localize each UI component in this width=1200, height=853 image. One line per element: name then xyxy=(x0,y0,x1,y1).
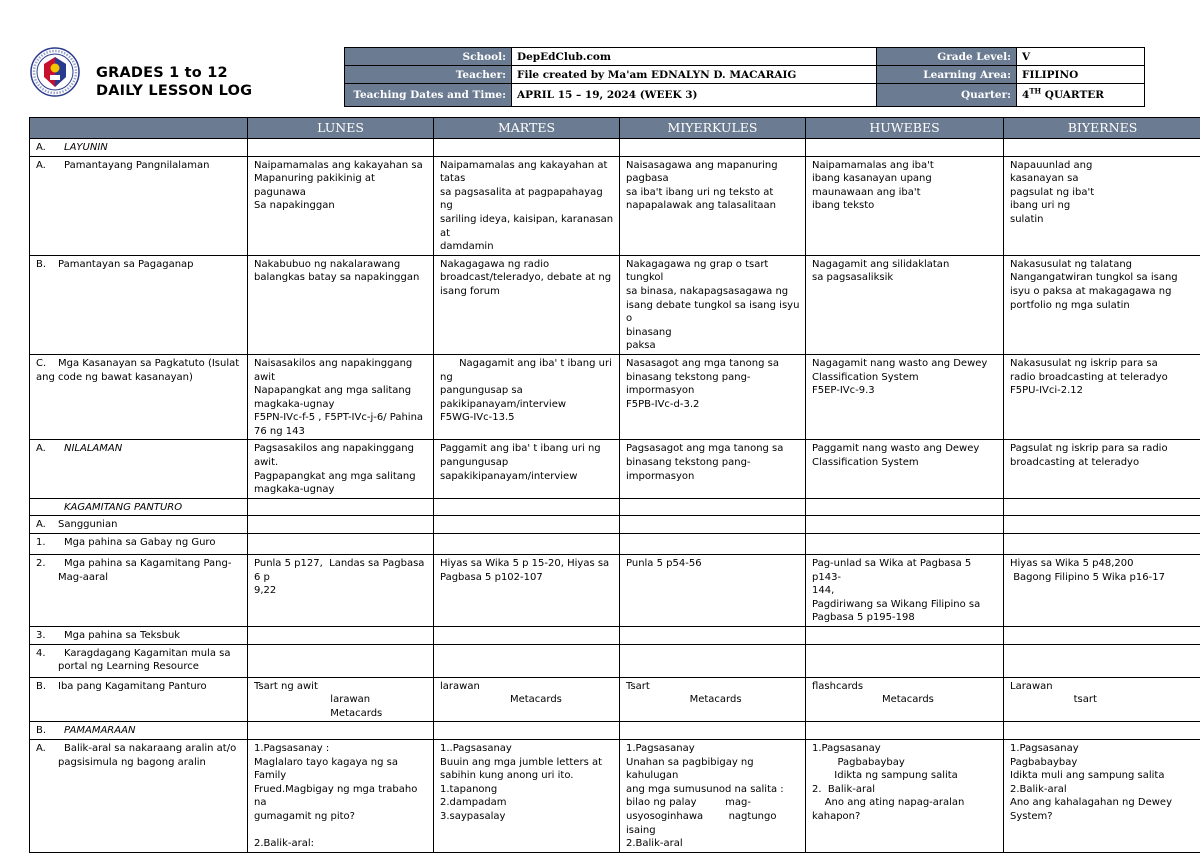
quarter-suffix: TH xyxy=(1029,87,1041,96)
row-label-cell xyxy=(30,739,248,852)
lesson-cell-huwebes: Naipamamalas ang iba't ibang kasanayan upang maunawaan ang iba't ibang teksto xyxy=(806,156,1004,255)
row-label-cell xyxy=(30,156,248,255)
lesson-cell-miyerkules xyxy=(620,534,806,555)
row-label: Mga Kasanayan sa Pagkatuto (Isulat ang code ng bawat kasanayan) xyxy=(36,358,239,383)
row-label-cell xyxy=(30,555,248,627)
lesson-cell-huwebes: flashcards Metacards xyxy=(806,677,1004,722)
lesson-cell-lunes xyxy=(248,644,434,677)
lesson-cell-huwebes xyxy=(806,722,1004,740)
lesson-cell-lunes: 1.Pagsasanay : Maglalaro tayo kagaya ng sa Family Frued.Magbigay ng mga trabaho na gumagamit ng pito? 2.Balik-aral: xyxy=(248,739,434,852)
table-row xyxy=(30,156,1200,255)
lesson-cell-huwebes xyxy=(806,534,1004,555)
row-label: Mga pahina sa Kagamitang Pang-Mag-aaral xyxy=(58,558,231,583)
row-marker: 4. xyxy=(36,647,64,661)
lesson-cell-miyerkules xyxy=(620,498,806,516)
lesson-cell-miyerkules: Tsart Metacards xyxy=(620,677,806,722)
table-row xyxy=(30,555,1200,627)
row-marker: B. xyxy=(36,680,58,694)
lesson-cell-miyerkules: 1.Pagsasanay Unahan sa pagbibigay ng kahulugan ang mga sumusunod na salita : bilao ng palay mag- usyosoginhawa nagtungo isaing 2.Balik-aral xyxy=(620,739,806,852)
lesson-cell-lunes: Punla 5 p127, Landas sa Pagbasa 6 p 9,22 xyxy=(248,555,434,627)
lesson-cell-martes xyxy=(434,498,620,516)
table-row xyxy=(30,534,1200,555)
lesson-cell-lunes: Pagsasakilos ang napakinggang awit. Pagpapangkat ang mga salitang magkaka-ugnay xyxy=(248,440,434,498)
lesson-cell-huwebes: Pag-unlad sa Wika at Pagbasa 5 p143- 144, Pagdiriwang sa Wikang Filipino sa Pagbasa 5 p195-198 xyxy=(806,555,1004,627)
day-header-biyernes: BIYERNES xyxy=(1004,118,1200,139)
lesson-cell-miyerkules xyxy=(620,644,806,677)
lesson-cell-biyernes: Nakasusulat ng talatang Nangangatwiran tungkol sa isang isyu o paksa at makagagawa ng portfolio ng mga sulatin xyxy=(1004,255,1200,354)
row-marker: A. xyxy=(36,518,58,532)
table-row xyxy=(30,139,1200,157)
table-row xyxy=(30,516,1200,534)
table-row xyxy=(30,644,1200,677)
lesson-grid-body xyxy=(30,139,1200,853)
row-label: Sanggunian xyxy=(58,519,117,530)
lesson-cell-biyernes xyxy=(1004,534,1200,555)
lesson-cell-lunes xyxy=(248,627,434,645)
header-info-table xyxy=(344,47,1145,107)
row-label-cell xyxy=(30,440,248,498)
lesson-cell-biyernes xyxy=(1004,644,1200,677)
table-row xyxy=(30,440,1200,498)
deped-seal-icon xyxy=(30,47,80,97)
lesson-cell-martes: Naipamamalas ang kakayahan at tatas sa pagsasalita at pagpapahayag ng sariling ideya, kaisipan, karanasan at damdamin xyxy=(434,156,620,255)
lesson-cell-miyerkules: Nakagagawa ng grap o tsart tungkol sa binasa, nakapagsasagawa ng isang debate tungkol sa isang isyu o binasang paksa xyxy=(620,255,806,354)
lesson-cell-lunes: Tsart ng awit larawan Metacards xyxy=(248,677,434,722)
lesson-cell-biyernes: Napauunlad ang kasanayan sa pagsulat ng iba't ibang uri ng sulatin xyxy=(1004,156,1200,255)
lesson-cell-martes xyxy=(434,534,620,555)
lesson-cell-huwebes xyxy=(806,516,1004,534)
grade-label: Grade Level: xyxy=(877,48,1017,66)
area-value: FILIPINO xyxy=(1017,66,1145,84)
day-header-lunes: LUNES xyxy=(248,118,434,139)
row-label-cell xyxy=(30,627,248,645)
table-row xyxy=(30,722,1200,740)
row-label-cell xyxy=(30,722,248,740)
lesson-cell-martes: Nagagamit ang iba' t ibang uri ng pangungusap sa pakikipanayam/interview F5WG-IVc-13.5 xyxy=(434,354,620,440)
row-label-cell xyxy=(30,139,248,157)
row-label-cell xyxy=(30,644,248,677)
title-line-2: DAILY LESSON LOG xyxy=(96,82,252,100)
lesson-cell-martes: Nakagagawa ng radio broadcast/teleradyo, debate at ng isang forum xyxy=(434,255,620,354)
lesson-cell-biyernes: 1.Pagsasanay Pagbabaybay Idikta muli ang sampung salita 2.Balik-aral Ano ang kahalagahan ng Dewey System? xyxy=(1004,739,1200,852)
lesson-cell-miyerkules xyxy=(620,627,806,645)
row-label: Mga pahina sa Teksbuk xyxy=(64,630,180,641)
lesson-cell-huwebes: 1.Pagsasanay Pagbabaybay Idikta ng sampung salita 2. Balik-aral Ano ang ating napag-aralan kahapon? xyxy=(806,739,1004,852)
row-label-cell xyxy=(30,534,248,555)
row-label: NILALAMAN xyxy=(64,443,122,454)
row-marker: 2. xyxy=(36,557,64,571)
lesson-cell-biyernes xyxy=(1004,498,1200,516)
table-row xyxy=(30,354,1200,440)
lesson-cell-martes xyxy=(434,722,620,740)
lesson-cell-martes: larawan Metacards xyxy=(434,677,620,722)
day-header-huwebes: HUWEBES xyxy=(806,118,1004,139)
table-row xyxy=(30,255,1200,354)
lesson-cell-huwebes: Nagagamit nang wasto ang Dewey Classification System F5EP-IVc-9.3 xyxy=(806,354,1004,440)
lesson-cell-martes xyxy=(434,627,620,645)
title-line-1: GRADES 1 to 12 xyxy=(96,64,252,82)
lesson-cell-lunes: Naipamamalas ang kakayahan sa Mapanuring pakikinig at pagunawa Sa napakinggan xyxy=(248,156,434,255)
lesson-cell-lunes: Naisasakilos ang napakinggang awit Napapangkat ang mga salitang magkaka-ugnay F5PN-IVc-f-5 , F5PT-IVc-j-6/ Pahina 76 ng 143 xyxy=(248,354,434,440)
lesson-cell-huwebes xyxy=(806,627,1004,645)
row-label: LAYUNIN xyxy=(64,142,108,153)
lesson-cell-huwebes: Paggamit nang wasto ang Dewey Classification System xyxy=(806,440,1004,498)
lesson-cell-lunes xyxy=(248,722,434,740)
lesson-cell-miyerkules: Pagsasagot ang mga tanong sa binasang tekstong pang- impormasyon xyxy=(620,440,806,498)
lesson-cell-biyernes xyxy=(1004,139,1200,157)
row-label: Pamantayang Pangnilalaman xyxy=(64,160,209,171)
lesson-cell-biyernes: Nakasusulat ng iskrip para sa radio broadcasting at teleradyo F5PU-IVci-2.12 xyxy=(1004,354,1200,440)
day-header-row xyxy=(30,118,1200,139)
lesson-cell-miyerkules xyxy=(620,722,806,740)
row-marker: 1. xyxy=(36,536,64,550)
row-label: Karagdagang Kagamitan mula sa portal ng Learning Resource xyxy=(58,648,230,673)
lesson-cell-miyerkules: Naisasagawa ang mapanuring pagbasa sa iba't ibang uri ng teksto at napapalawak ang talasalitaan xyxy=(620,156,806,255)
lesson-cell-biyernes: Hiyas sa Wika 5 p48,200 Bagong Filipino 5 Wika p16-17 xyxy=(1004,555,1200,627)
table-row xyxy=(30,677,1200,722)
row-label-cell xyxy=(30,354,248,440)
lesson-cell-huwebes xyxy=(806,498,1004,516)
table-row xyxy=(30,498,1200,516)
quarter-number: 4 xyxy=(1022,89,1029,101)
lesson-cell-miyerkules xyxy=(620,139,806,157)
quarter-label: Quarter: xyxy=(877,84,1017,107)
row-marker: C. xyxy=(36,357,58,371)
day-header-miyerkules: MIYERKULES xyxy=(620,118,806,139)
lesson-cell-martes: 1..Pagsasanay Buuin ang mga jumble letters at sabihin kung anong uri ito. 1.tapanong 2.dampadam 3.saypasalay xyxy=(434,739,620,852)
quarter-value xyxy=(1017,84,1145,107)
row-label-cell xyxy=(30,677,248,722)
lesson-cell-lunes xyxy=(248,139,434,157)
lesson-cell-miyerkules: Nasasagot ang mga tanong sa binasang tekstong pang- impormasyon F5PB-IVc-d-3.2 xyxy=(620,354,806,440)
lesson-cell-martes: Hiyas sa Wika 5 p 15-20, Hiyas sa Pagbasa 5 p102-107 xyxy=(434,555,620,627)
row-marker: A. xyxy=(36,159,64,173)
teacher-value: File created by Ma'am EDNALYN D. MACARAIG xyxy=(512,66,877,84)
lesson-cell-lunes xyxy=(248,498,434,516)
row-label: Pamantayan sa Pagaganap xyxy=(58,259,194,270)
lesson-cell-biyernes xyxy=(1004,627,1200,645)
row-label: Balik-aral sa nakaraang aralin at/o pagsisimula ng bagong aralin xyxy=(58,743,236,768)
row-label: Iba pang Kagamitang Panturo xyxy=(58,681,207,692)
row-marker: A. xyxy=(36,442,64,456)
lesson-grid xyxy=(29,117,1200,853)
quarter-word: QUARTER xyxy=(1041,89,1104,101)
row-marker: B. xyxy=(36,724,64,738)
lesson-cell-huwebes: Nagagamit ang silidaklatan sa pagsasaliksik xyxy=(806,255,1004,354)
lesson-cell-biyernes: Pagsulat ng iskrip para sa radio broadcasting at teleradyo xyxy=(1004,440,1200,498)
row-marker: A. xyxy=(36,742,64,756)
document-title xyxy=(96,64,252,100)
row-label: KAGAMITANG PANTURO xyxy=(64,502,182,513)
row-label: Mga pahina sa Gabay ng Guro xyxy=(64,537,215,548)
school-value: DepEdClub.com xyxy=(512,48,877,66)
lesson-cell-martes xyxy=(434,644,620,677)
row-label-cell xyxy=(30,255,248,354)
lesson-cell-biyernes xyxy=(1004,722,1200,740)
lesson-cell-martes: Paggamit ang iba' t ibang uri ng pangungusap sapakikipanayam/interview xyxy=(434,440,620,498)
table-row xyxy=(30,627,1200,645)
lesson-cell-lunes xyxy=(248,516,434,534)
lesson-cell-martes xyxy=(434,139,620,157)
row-marker: A. xyxy=(36,141,64,155)
area-label: Learning Area: xyxy=(877,66,1017,84)
table-row xyxy=(30,739,1200,852)
lesson-cell-martes xyxy=(434,516,620,534)
row-label-cell xyxy=(30,498,248,516)
lesson-cell-lunes: Nakabubuo ng nakalarawang balangkas batay sa napakinggan xyxy=(248,255,434,354)
dates-value: APRIL 15 – 19, 2024 (WEEK 3) xyxy=(512,84,877,107)
grade-value: V xyxy=(1017,48,1145,66)
corner-cell xyxy=(30,118,248,139)
lesson-cell-lunes xyxy=(248,534,434,555)
lesson-cell-miyerkules xyxy=(620,516,806,534)
day-header-martes: MARTES xyxy=(434,118,620,139)
row-marker: 3. xyxy=(36,629,64,643)
dates-label: Teaching Dates and Time: xyxy=(345,84,512,107)
row-label: PAMAMARAAN xyxy=(64,725,135,736)
lesson-cell-biyernes: Larawan tsart xyxy=(1004,677,1200,722)
school-label: School: xyxy=(345,48,512,66)
teacher-label: Teacher: xyxy=(345,66,512,84)
lesson-cell-huwebes xyxy=(806,644,1004,677)
row-marker: B. xyxy=(36,258,58,272)
lesson-cell-miyerkules: Punla 5 p54-56 xyxy=(620,555,806,627)
lesson-cell-huwebes xyxy=(806,139,1004,157)
lesson-cell-biyernes xyxy=(1004,516,1200,534)
row-label-cell xyxy=(30,516,248,534)
